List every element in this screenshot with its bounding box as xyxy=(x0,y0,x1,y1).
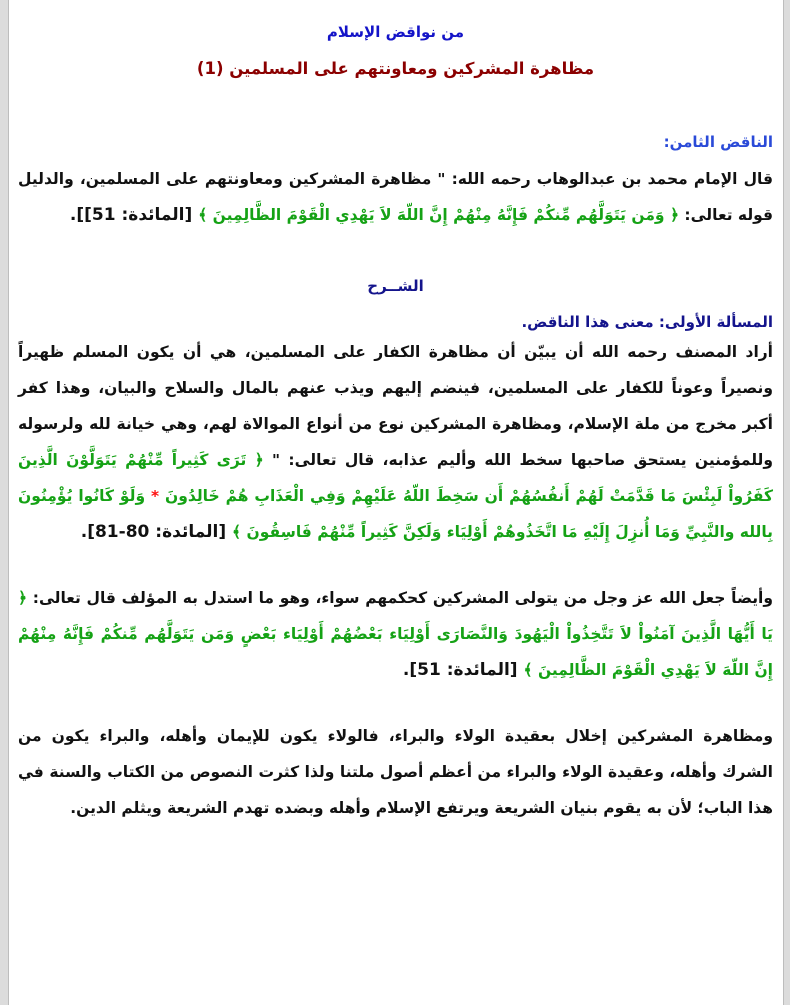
naqid-verse: ﴿ وَمَن يَتَوَلَّهُم مِّنكُمْ فَإِنَّهُ مِنْهُمْ إِنَّ اللّهَ لاَ يَهْدِي الْقَوْمَ الظَّالِمِينَ ﴾ xyxy=(198,206,680,224)
masala-verse-2: وَلَوْ كَانُوا يُؤْمِنُونَ بِالله والنَّبِيِّ وَمَا أُنزِلَ إِلَيْهِ مَا اتَّخَذُوهُمْ أَوْلِيَاء وَلَكِنَّ كَثِيراً مِّنْهُمْ فَاسِقُونَ ﴾ xyxy=(18,487,773,541)
verse-separator-star: * xyxy=(145,487,166,505)
page-title: من نواقض الإسلام xyxy=(326,23,465,41)
tawalli-reference: [المائدة: 51]. xyxy=(402,660,524,680)
document-page xyxy=(8,0,784,1005)
document-content xyxy=(9,23,783,826)
sharh-heading: الشــرح xyxy=(367,277,424,295)
wala-bara-paragraph: ومظاهرة المشركين إخلال بعقيدة الولاء والبراء، فالولاء يكون للإيمان وأهله، والبراء يكون من الشرك وأهله، وعقيدة الولاء والبراء من أعظم أصول ملتنا ولذا كثرت النصوص من الكتاب والسنة في هذا الباب؛ لأن به يقوم بنيان الشريعة ويرتفع الإسلام وأهله وبضده تهدم الشريعة ويثلم الدين. xyxy=(18,727,773,817)
article-title: مظاهرة المشركين ومعاونتهم على المسلمين (1) xyxy=(196,59,595,78)
masala-heading: المسألة الأولى: معنى هذا الناقض. xyxy=(521,313,773,331)
tawalli-paragraph xyxy=(18,580,773,688)
masala-paragraph xyxy=(18,334,773,550)
masala-reference: [المائدة: 80-81]. xyxy=(80,522,233,542)
naqid-paragraph xyxy=(18,161,773,233)
naqid-heading: الناقض الثامن: xyxy=(663,133,773,151)
masala-text: أراد المصنف رحمه الله أن يبيّن أن مظاهرة الكفار على المسلمين، هي أن يكون المسلم ظهيراً ونصيراً وعوناً للكفار على المسلمين، فينضم إليهم ويذب عنهم بالمال والسلاح والبيان، وهذا كفر أكبر مخرج من ملة الإسلام، ومظاهرة المشركين نوع من أنواع الموالاة لهم، وهي خيانة لله ولرسوله وللمؤمنين يستحق صاحبها سخط الله وأليم عذابه، قال تعالى: " xyxy=(18,343,773,469)
tawalli-verse: ﴿ يَا أَيُّهَا الَّذِينَ آمَنُواْ لاَ تَتَّخِذُواْ الْيَهُودَ وَالنَّصَارَى أَوْلِيَاء بَعْضُهُمْ أَوْلِيَاء بَعْضٍ وَمَن يَتَوَلَّهُم مِّنكُمْ فَإِنَّهُ مِنْهُمْ إِنَّ اللّهَ لاَ يَهْدِي الْقَوْمَ الظَّالِمِينَ ﴾ xyxy=(18,589,773,679)
naqid-intro: قال الإمام محمد بن عبدالوهاب رحمه الله: " مظاهرة المشركين ومعاونتهم على المسلمين، والدليل قوله تعالى: xyxy=(18,170,773,224)
masala-verse-1: ﴿ تَرَى كَثِيراً مِّنْهُمْ يَتَوَلَّوْنَ الَّذِينَ كَفَرُواْ لَبِئْسَ مَا قَدَّمَتْ لَهُمْ أَنفُسُهُمْ أَن سَخِطَ اللّهُ عَلَيْهِمْ وَفِي الْعَذَابِ هُمْ خَالِدُونَ xyxy=(18,451,773,505)
naqid-reference: [المائدة: 51]]. xyxy=(69,205,199,225)
tawalli-text: وأيضاً جعل الله عز وجل من يتولى المشركين كحكمهم سواء، وهو ما استدل به المؤلف قال تعالى: xyxy=(27,589,773,607)
